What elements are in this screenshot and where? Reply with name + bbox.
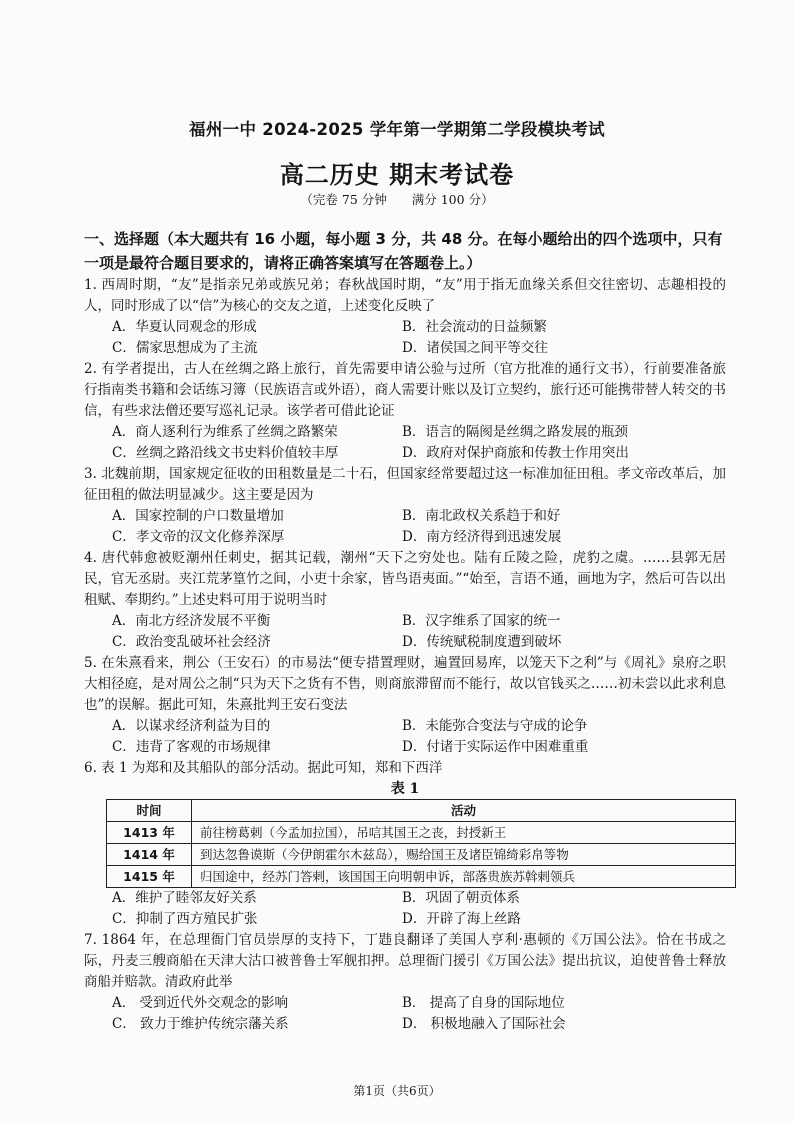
question-options [112, 716, 726, 758]
question-stem: 1. 西周时期，“友”是指亲兄弟或族兄弟；春秋战国时期，“友”用于指无血缘关系但交往密切、志趣相投的人，同时形成了以“信”为核心的交友之道，上述变化反映了 [84, 277, 726, 314]
question-options [112, 888, 726, 930]
option-c: C．政治变乱破坏社会经济 [112, 634, 271, 650]
table-cell-activity: 前往榜葛剌（今孟加拉国），吊唁其国王之丧，封授新王 [192, 822, 736, 844]
page-title: 高二历史 期末考试卷 [279, 161, 515, 189]
option-a: A．以谋求经济利益为目的 [112, 718, 271, 734]
option-b: B．南北政权关系趋于和好 [402, 508, 561, 524]
question-options [112, 611, 726, 653]
table-header-row [107, 800, 736, 822]
option-b: B．未能弥合变法与守成的论争 [402, 718, 588, 734]
option-c: C．儒家思想成为了主流 [112, 340, 258, 356]
option-d: D．南方经济得到迅速发展 [402, 529, 562, 545]
question-7 [84, 930, 726, 1035]
question-options [112, 422, 726, 464]
option-a: A．商人逐利行为维系了丝绸之路繁荣 [112, 424, 338, 440]
option-d: D．诸侯国之间平等交往 [402, 340, 548, 356]
page-number: 第1页（共6页） [353, 1084, 441, 1098]
option-d: D．政府对保护商旅和传教士作用突出 [402, 445, 629, 461]
question-1 [84, 275, 726, 359]
option-b: B．社会流动的日益频繁 [402, 319, 547, 335]
section-heading: 一、选择题（本大题共有 16 小题，每小题 3 分，共 48 分。在每小题给出的四个选项中，只有一项是最符合题目要求的，请将正确答案填写在答题卷上。） [84, 230, 723, 272]
table-caption: 表 1 [390, 781, 420, 797]
question-2 [84, 359, 726, 464]
option-c: C．抑制了西方殖民扩张 [112, 911, 258, 927]
school-exam-name: 福州一中 2024-2025 学年第一学期第二学段模块考试 [189, 120, 605, 139]
column-header-time: 时间 [107, 800, 192, 822]
question-stem: 4. 唐代韩愈被贬潮州任刺史，据其记载，潮州“天下之穷处也。陆有丘陵之险，虎豹之虞。……县郭无居民，官无丞尉。夹江荒茅篁竹之间，小吏十余家，皆鸟语夷面。”“始至，言语不通，画地为字，然后可告以出租赋、奉期约。”上述史料可用于说明当时 [84, 550, 726, 608]
table-cell-year: 1415 年 [107, 866, 192, 888]
option-c: C．孝文帝的汉文化修养深厚 [112, 529, 285, 545]
question-options [112, 317, 726, 359]
table-cell-activity: 归国途中，经苏门答剌，该国国王向明朝申诉，部落贵族苏斡剌领兵 [192, 866, 736, 888]
option-a: A．国家控制的户口数量增加 [112, 508, 284, 524]
option-b: B．汉字维系了国家的统一 [402, 613, 561, 629]
zheng-he-table [106, 799, 736, 888]
question-stem: 3. 北魏前期，国家规定征收的田租数量是二十石，但国家经常要超过这一标准加征田租。孝文帝改革后，加征田租的做法明显减少。这主要是因为 [84, 466, 726, 503]
question-stem: 5. 在朱熹看来，荆公（王安石）的市易法“便专措置理财，遍置回易库，以笼天下之利”与《周礼》泉府之职大相径庭，是对周公之制“只为天下之货有不售，则商旅滞留而不能行，故以官钱买之……初未尝以此求利息也”的误解。据此可知，朱熹批判王安石变法 [84, 655, 726, 713]
question-6 [84, 758, 726, 930]
question-5 [84, 653, 726, 758]
option-b: B．语言的隔阂是丝绸之路发展的瓶颈 [402, 424, 628, 440]
option-d: D．付诸于实际运作中困难重重 [402, 739, 589, 755]
table-cell-year: 1414 年 [107, 844, 192, 866]
question-options [112, 993, 726, 1035]
question-stem: 7. 1864 年，在总理衙门官员崇厚的支持下，丁韪良翻译了美国人亨利·惠顿的《万国公法》。恰在书成之际，丹麦三艘商船在天津大沽口被普鲁士军舰扣押。总理衙门援引《万国公法》提出抗议，迫使普鲁士释放商船并赔款。清政府此举 [84, 932, 726, 990]
question-3 [84, 464, 726, 548]
table-cell-activity: 到达忽鲁谟斯（今伊朗霍尔木兹岛），赐给国王及诸臣锦绮彩帛等物 [192, 844, 736, 866]
option-a: A．维护了睦邻友好关系 [112, 890, 257, 906]
option-c: C． 致力于维护传统宗藩关系 [112, 1016, 289, 1032]
option-d: D．传统赋税制度遭到破坏 [402, 634, 562, 650]
option-b: B．巩固了朝贡体系 [402, 890, 520, 906]
question-stem: 2. 有学者提出，古人在丝绸之路上旅行，首先需要申请公验与过所（官方批准的通行文书），行前要准备旅行指南类书籍和会话练习簿（民族语言或外语），商人需要计账以及订立契约，旅行还可能携带替人转交的书信，有些求法僧还要写巡礼记录。该学者可借此论证 [84, 361, 726, 419]
option-d: D．开辟了海上丝路 [402, 911, 521, 927]
option-c: C．丝绸之路沿线文书史料价值较丰厚 [112, 445, 339, 461]
exam-duration-score: （完卷 75 分钟 满分 100 分） [300, 192, 494, 207]
question-stem: 6. 表 1 为郑和及其船队的部分活动。据此可知，郑和下西洋 [84, 760, 443, 776]
table-row [107, 822, 736, 844]
option-a: A． 受到近代外交观念的影响 [112, 995, 289, 1011]
option-a: A．南北方经济发展不平衡 [112, 613, 271, 629]
question-options [112, 506, 726, 548]
option-b: B． 提高了自身的国际地位 [402, 995, 565, 1011]
exam-body [84, 227, 726, 1035]
table-row [107, 844, 736, 866]
table-cell-year: 1413 年 [107, 822, 192, 844]
option-c: C．违背了客观的市场规律 [112, 739, 271, 755]
question-4 [84, 548, 726, 653]
column-header-activity: 活动 [192, 800, 736, 822]
option-a: A．华夏认同观念的形成 [112, 319, 257, 335]
option-d: D． 积极地融入了国际社会 [402, 1016, 566, 1032]
table-row [107, 866, 736, 888]
